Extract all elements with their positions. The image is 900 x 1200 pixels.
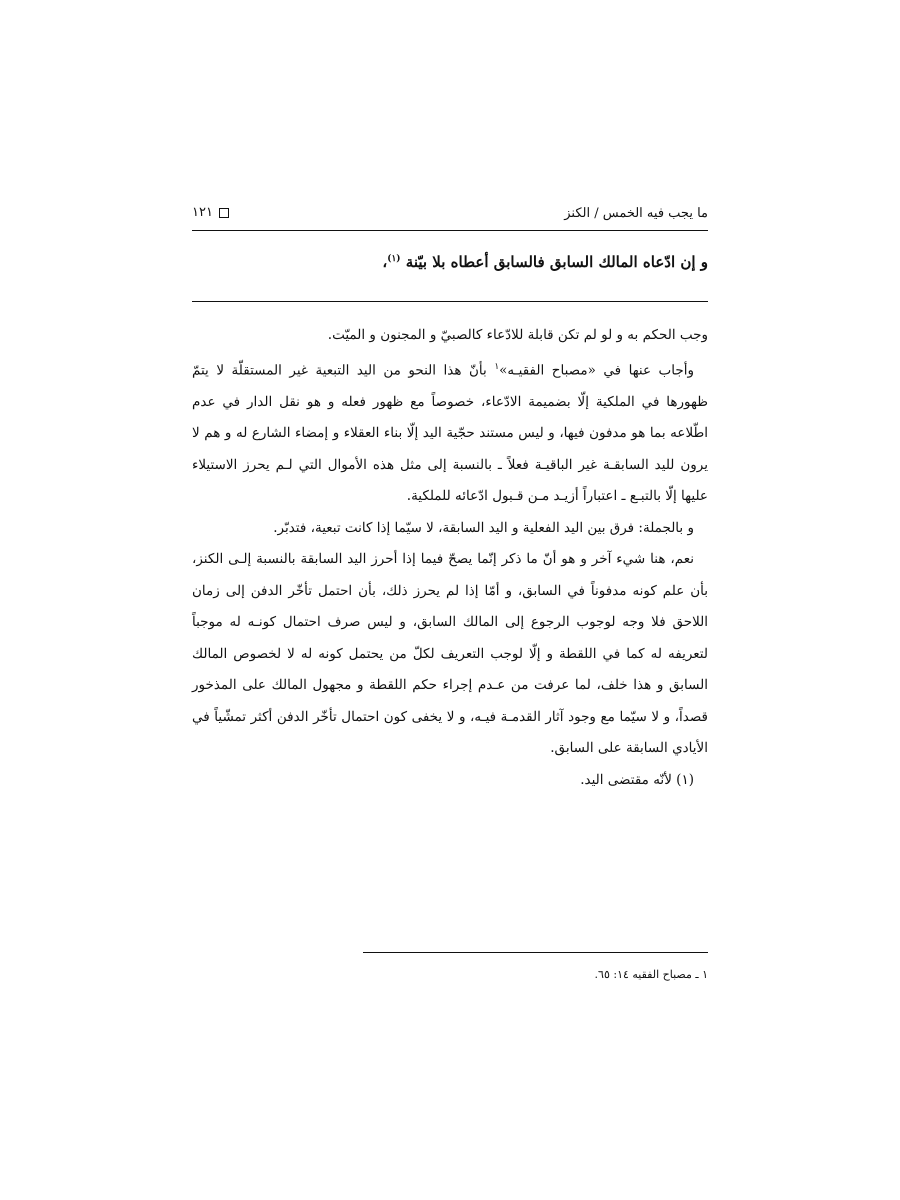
square-icon (219, 208, 229, 218)
matn-rule (192, 301, 708, 302)
page-header (192, 196, 708, 230)
commentary-text (192, 320, 708, 796)
book-page (192, 196, 708, 996)
paragraph: وجب الحكم به و لو لم تكن قابلة للادّعاء كالصبيّ و المجنون و الميّت. (327, 327, 708, 343)
page-number-text: ١٢١ (192, 205, 213, 220)
header-rule (192, 230, 708, 231)
page-number (192, 205, 229, 220)
matn-body: و إن ادّعاه المالك السابق فالسابق أعطاه بلا بيّنة (405, 253, 708, 271)
footnote-rule (363, 952, 708, 953)
paragraph-note: (١) لأنّه مقتضى اليد. (580, 771, 694, 788)
footnote-ref: ١ (494, 361, 500, 372)
paragraph (192, 352, 708, 513)
matn-footnote-marker: (١) (387, 254, 401, 264)
paragraph: و بالجملة: فرق بين اليد الفعلية و اليد السابقة، لا سيّما إذا كانت تبعية، فتدبّر. (273, 519, 694, 536)
matn-end: ، (382, 253, 388, 271)
footnote: ١ ـ مصباح الفقيه ١٤: ٦٥. (594, 968, 708, 981)
paragraph-part: وأجاب عنها في «مصباح الفقيـه» (499, 362, 694, 378)
matn-text (192, 246, 708, 275)
paragraph: نعم، هنا شيء آخر و هو أنّ ما ذكر إنّما يصحّ فيما إذا أحرز اليد السابقة بالنسبة إلـى الكنز، بأن علم كونه مدفوناً في السابق، و أمّا إذا لم يحرز ذلك، بأن احتمل تأخّر الدفن إلى زمان اللاحق فلا وجه لوجوب الرجوع إلى المالك السابق، و ليس صرف احتمال كونـه له موجباً لتعريفه له كما في اللقطة و إلّا لوجب التعريف لكلّ من يحتمل كونه له لا لخصوص المالك السابق و هذا خلف، لما عرفت من عـدم إجراء حكم اللقطة و مجهول المالك على المذخور قصداً، و لا سيّما مع وجود آثار القدمـة فيـه، و لا يخفى كون احتمال تأخّر الدفن أكثر تمشّياً في الأيادي السابقة على السابق. (192, 551, 708, 756)
paragraph-part: بأنّ هذا النحو من اليد التبعية غير المستقلّة لا يتمّ ظهورها في الملكية إلّا بضميمة الادّعاء، خصوصاً مع ظهور فعله و هو نقل الدار في عدم اطّلاعه بما هو مدفون فيها، و ليس مستند حجّية اليد إلّا بناء العقلاء و إمضاء الشارع له و هم لا يرون لليد السابقـة غير الباقيـة فعلاً ـ بالنسبة إلى مثل هذه الأموال التي لـم يحرز الاستيلاء عليها إلّا بالتبـع ـ اعتباراً أزيـد مـن قـبول ادّعائه للملكية. (192, 362, 708, 504)
running-title: ما يجب فيه الخمس / الكنز (564, 206, 708, 221)
